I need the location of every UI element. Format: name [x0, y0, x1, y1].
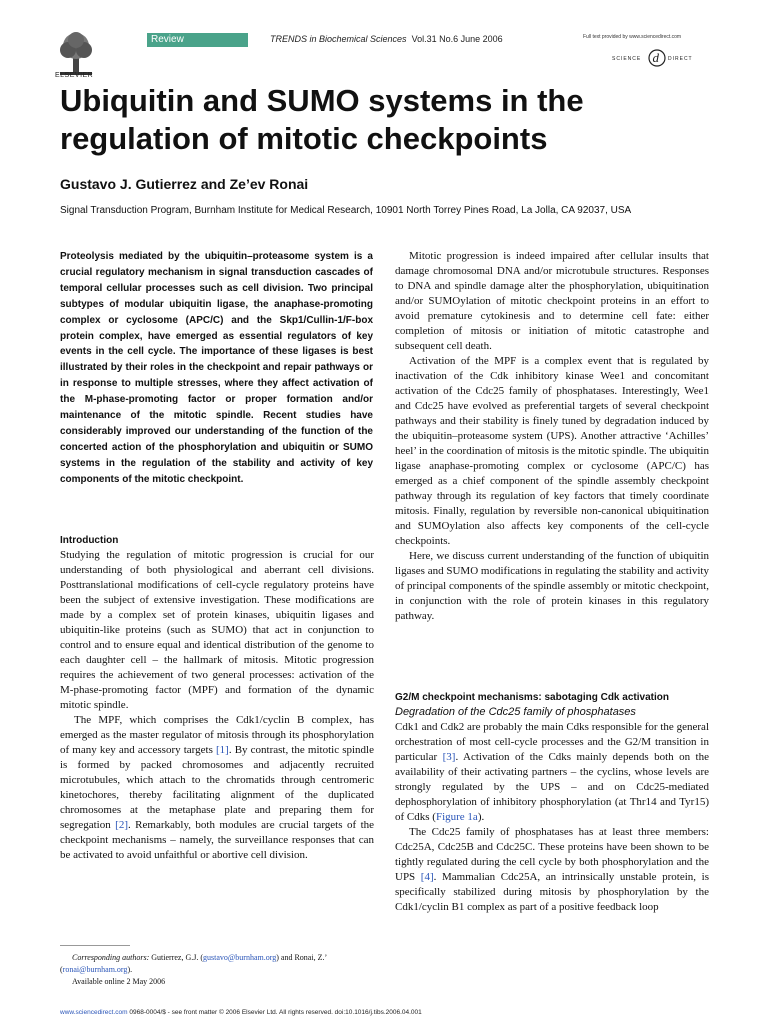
- svg-text:d: d: [652, 50, 659, 65]
- email-link[interactable]: gustavo@burnham.org: [203, 953, 277, 962]
- journal-volume: Vol.31 No.6 June 2006: [411, 34, 503, 44]
- elsevier-tree-logo: [56, 30, 96, 78]
- citation-link[interactable]: [2]: [115, 819, 128, 831]
- right-paragraph-2: Activation of the MPF is a complex event that is regulated by inactivation of the Cdk inhibitory kinase Wee1 and concomitant activation of the Cdc25 family of phosphatases. Interestingly, Wee1 and Cdc25 have evolved as preferential targets of several checkpoint pathways and their stability is finely tuned by degradation induced by the ubiquitin–proteasome system (UPS). Another attractive ‘Achilles’ heel’ in the coordination of mitosis is the mitotic spindle. The ubiquitin ligase anaphase-promoting complex or cyclosome (APC/C) has emerged as a chief component of the spindle assembly checkpoint pathway through its regulation of key factors that timely coordinate mitosis. Finally, regulation by reversible non-canonical ubiquitination and SUMOylation also affects key components of the cell-cycle checkpoints.: [395, 355, 709, 547]
- introduction-heading: Introduction: [60, 535, 119, 546]
- right-column-intro: [395, 249, 709, 624]
- elsevier-logo-text: ELSEVIER: [55, 72, 94, 79]
- affiliation: Signal Transduction Program, Burnham Institute for Medical Research, 10901 North Torrey Pines Road, La Jolla, CA 92037, USA: [60, 205, 632, 216]
- fulltext-notice: Full text provided by www.sciencedirect.com: [583, 34, 682, 40]
- journal-name: TRENDS in Biochemical Sciences: [270, 34, 407, 44]
- intro-paragraph-2: The MPF, which comprises the Cdk1/cyclin B complex, has emerged as the master regulator of mitosis through its phosphorylation of many key and accessory targets [1]. By contrast, the mitotic spindle is formed by packed chromosomes and adjacently recruited microtubules, which attach to the chromatids through centromeric kinetochores, thereby facilitating alignment of the duplicated chromosomes at the metaphase plate and preparing them for segregation [2]. Remarkably, both modules are crucial targets of the checkpoint mechanisms – namely, the surveillance responses that can be activated to avoid unfaithful or abortive cell division.: [60, 714, 375, 861]
- available-online-note: Available online 2 May 2006: [72, 977, 166, 986]
- corresponding-authors-note: Corresponding authors: Gutierrez, G.J. (gustavo@burnham.org) and Ronai, Z.’ (ronai@burnham.org).: [60, 953, 327, 974]
- citation-link[interactable]: [1]: [216, 744, 229, 756]
- citation-link[interactable]: [3]: [442, 751, 456, 763]
- page-footer: [60, 1009, 422, 1016]
- footnote-divider: [60, 945, 130, 946]
- sciencedirect-logo: [612, 46, 708, 68]
- figure-link[interactable]: Figure 1a: [435, 811, 478, 823]
- sciencedirect-link[interactable]: www.sciencedirect.com: [60, 1009, 128, 1016]
- sd-logo-right: DIRECT: [668, 56, 693, 62]
- intro-paragraph-1: Studying the regulation of mitotic progression is crucial for our understanding of both physiological and aberrant cell divisions. Posttranslational modifications of cell-cycle regulatory proteins have been the subject of extensive investigation. These modifications are made by a complex set of protein kinases, ubiquitin ligases and ubiquitin-like proteins (such as SUMO) that act in conjunction to control and to ensure equal and identical distribution of the genome to each daughter cell – the hallmark of mitosis. Mitotic progression requires the achievement of two general processes: activation of the M-phase-promoting factor (MPF) and formation of the dynamic mitotic spindle.: [60, 549, 374, 711]
- section-label-bar: Review: [147, 33, 248, 47]
- copyright-text: 0968-0004/$ - see front matter © 2006 Elsevier Ltd. All rights reserved. doi:10.1016/j.tibs.2006.04.001: [127, 1009, 422, 1016]
- journal-citation: [270, 34, 503, 44]
- sd-logo-left: SCIENCE: [612, 56, 642, 62]
- title-line-1: Ubiquitin and SUMO systems in the: [60, 83, 584, 118]
- article-title: [60, 82, 740, 158]
- g2m-paragraph-2: The Cdc25 family of phosphatases has at least three members: Cdc25A, Cdc25B and Cdc25C. These proteins have been shown to be tightly regulated during the cell cycle by both phosphorylation and the UPS [4]. Mammalian Cdc25A, an intrinsically unstable protein, is specifically stabilized during mitosis by phosphorylation by the Cdk1/cyclin B1 complex as part of a positive feedback loop: [395, 826, 709, 913]
- introduction-section: [60, 533, 374, 863]
- cdc25-subheading: Degradation of the Cdc25 family of phosphatases: [395, 706, 636, 718]
- abstract: Proteolysis mediated by the ubiquitin–proteasome system is a crucial regulatory mechanism in signal transduction cascades of temporal cellular processes such as cell division. Two principal subtypes of modular ubiquitin ligase, the anaphase-promoting complex or cyclosome (APC/C) and the Skp1/Cullin-1/F-box protein complex, have emerged as essential regulators of key events in the cell cycle. The importance of these ligases is best illustrated by their roles in the checkpoint and repair pathways or in response to multiple stresses, where they affect activation of the M-phase-promoting factor or proper formation and/or maintenance of the mitotic spindle. Recent studies have considerably improved our understanding of the function of the concerted action of the phosphorylation and ubiquitin or SUMO systems in the regulation of the stability and activity of key components of the mitotic checkpoint.: [60, 251, 373, 485]
- g2m-heading: G2/M checkpoint mechanisms: sabotaging Cdk activation: [395, 692, 669, 703]
- right-paragraph-1: Mitotic progression is indeed impaired after cellular insults that damage chromosomal DNA and/or microtubule structures. Responses to DNA and spindle damage alter the phosphorylation, ubiquitination and/or SUMOylation of mitotic checkpoint proteins in an effort to avoid premature cytokinesis and to determine cell fate: either completion of mitosis or initiation of mitotic catastrophe and subsequent cell death.: [395, 250, 709, 352]
- right-paragraph-3: Here, we discuss current understanding of the function of ubiquitin ligases and SUMO modifications in regulating the stability and activity of principal components of the spindle assembly or mitotic checkpoint, in conjunction with the role of protein kinases in this regulatory pathway.: [395, 550, 709, 622]
- email-link[interactable]: ronai@burnham.org: [62, 965, 128, 974]
- citation-link[interactable]: [4]: [420, 871, 434, 883]
- title-line-2: regulation of mitotic checkpoints: [60, 121, 548, 156]
- g2m-section: [395, 690, 709, 915]
- author-list: Gustavo J. Gutierrez and Ze’ev Ronai: [60, 176, 309, 192]
- footnotes: [60, 952, 378, 988]
- g2m-paragraph-1: Cdk1 and Cdk2 are probably the main Cdks responsible for the general orchestration of most cell-cycle processes and the G2/M transition in particular [3]. Activation of the Cdks mainly depends both on the availability of their activating partners – the cyclins, whose levels are strongly regulated by the UPS – and on Cdc25-mediated dephosphorylation of inhibitory phosphorylation (at Thr14 and Tyr15) of Cdks (Figure 1a).: [395, 721, 709, 823]
